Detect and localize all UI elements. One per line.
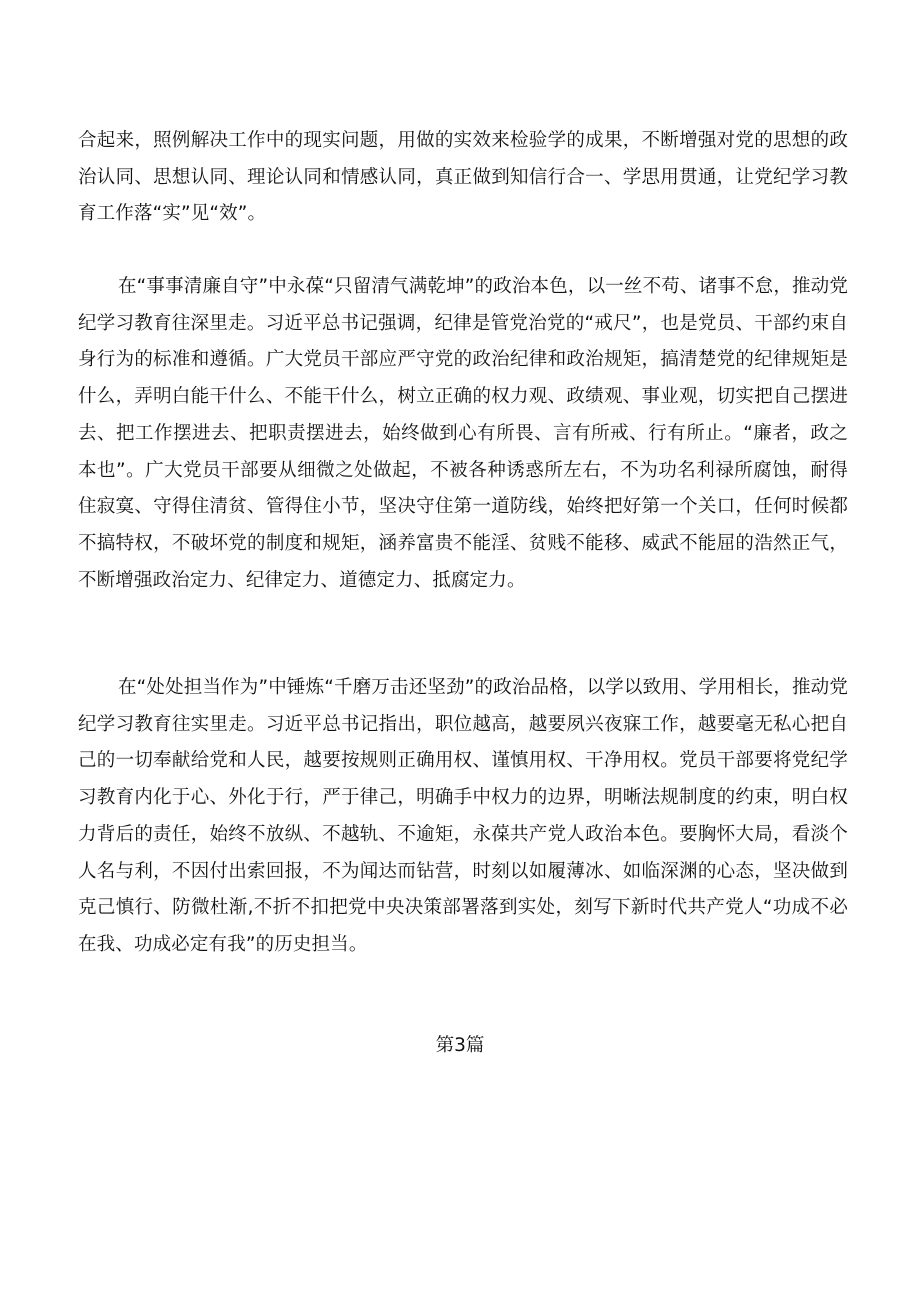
section-heading: 第3篇 — [435, 1035, 485, 1056]
paragraph-integrity: 在“事事清廉自守”中永葆“只留清气满乾坤”的政治本色，以一丝不苟、诸事不怠，推动党纪学习教育往深里走。习近平总书记强调，纪律是管党治党的“戒尺”，也是党员、干部约束自身行为的标准和遵循。广大党员干部应严守党的政治纪律和政治规矩，搞清楚党的纪律规矩是什么，弄明白能干什么、不能干什么，树立正确的权力观、政绩观、事业观，切实把自己摆进去、把工作摆进去、把职责摆进去，始终做到心有所畏、言有所戒、行有所止。“廉者，政之本也”。广大党员干部要从细微之处做起，不被各种诱惑所左右，不为功名利禄所腐蚀，耐得住寂寞、守得住清贫、管得住小节，坚决守住第一道防线，始终把好第一个关口，任何时候都不搞特权，不破坏党的制度和规矩，涵养富贵不能淫、贫贱不能移、威武不能屈的浩然正气，不断增强政治定力、纪律定力、道德定力、抵腐定力。 — [78, 276, 848, 591]
paragraph-responsibility: 在“处处担当作为”中锤炼“千磨万击还坚劲”的政治品格，以学以致用、学用相长，推动党纪学习教育往实里走。习近平总书记指出，职位越高，越要夙兴夜寐工作，越要毫无私心把自己的一切奉献给党和人民，越要按规则正确用权、谨慎用权、干净用权。党员干部要将党纪学习教育内化于心、外化于行，严于律己，明确手中权力的边界，明晰法规制度的约束，明白权力背后的责任，始终不放纵、不越轨、不逾矩，永葆共产党人政治本色。要胸怀大局，看淡个人名与利，不因付出索回报，不为闻达而钻营，时刻以如履薄冰、如临深渊的心态，坚决做到克己慎行、防微杜渐,不折不扣把党中央决策部署落到实处，刻写下新时代共产党人“功成不必在我、功成必定有我”的历史担当。 — [78, 677, 848, 955]
paragraph-continuation: 合起来，照例解决工作中的现实问题，用做的实效来检验学的成果，不断增强对党的思想的政治认同、思想认同、理论认同和情感认同，真正做到知信行合一、学思用贯通，让党纪学习教育工作落“实”见“效”。 — [78, 130, 848, 225]
